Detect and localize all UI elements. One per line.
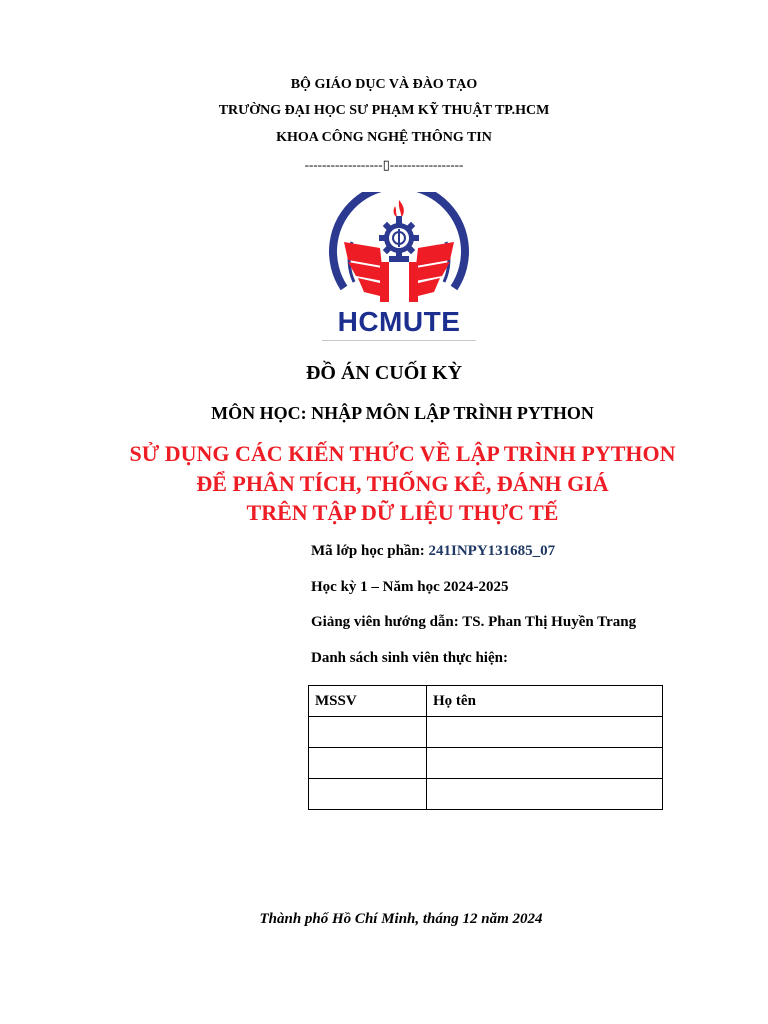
student-list-label: Danh sách sinh viên thực hiện: [311, 650, 508, 666]
topic-line-2: ĐỂ PHÂN TÍCH, THỐNG KÊ, ĐÁNH GIÁ [196, 471, 609, 496]
table-row [309, 779, 663, 810]
logo-text: HCMUTE [337, 306, 461, 337]
table-cell-mssv [309, 779, 427, 810]
table-cell-mssv [309, 717, 427, 748]
table-cell-name [427, 717, 663, 748]
header-mssv: MSSV [309, 686, 427, 717]
class-code-label: Mã lớp học phần: [311, 543, 429, 559]
place-date-footer: Thành phố Hồ Chí Minh, tháng 12 năm 2024 [259, 911, 543, 927]
table-cell-name [427, 748, 663, 779]
table-cell-mssv [309, 748, 427, 779]
students-table [308, 685, 663, 810]
topic-line-1: SỬ DỤNG CÁC KIẾN THỨC VỀ LẬP TRÌNH PYTHON [129, 441, 676, 466]
table-row [309, 717, 663, 748]
project-title: ĐỒ ÁN CUỐI KỲ [305, 362, 463, 384]
logo-underline [322, 340, 476, 341]
header-full-name: Họ tên [427, 686, 663, 717]
class-code-line [311, 541, 555, 561]
subject-title: MÔN HỌC: NHẬP MÔN LẬP TRÌNH PYTHON [211, 403, 594, 423]
table-row [309, 748, 663, 779]
topic-line-3: TRÊN TẬP DỮ LIỆU THỰC TẾ [246, 500, 559, 525]
table-header-row [309, 686, 663, 717]
ministry-heading: BỘ GIÁO DỤC VÀ ĐÀO TẠO [290, 77, 478, 92]
term-line: Học kỳ 1 – Năm học 2024-2025 [311, 579, 509, 595]
faculty-heading: KHOA CÔNG NGHỆ THÔNG TIN [276, 130, 492, 145]
lecturer-line: Giảng viên hướng dẫn: TS. Phan Thị Huyền Trang [311, 614, 637, 630]
header-divider: ------------------▯----------------- [304, 157, 464, 172]
university-heading: TRƯỜNG ĐẠI HỌC SƯ PHẠM KỸ THUẬT TP.HCM [218, 103, 550, 118]
class-code-value: 241INPY131685_07 [428, 543, 556, 559]
table-cell-name [427, 779, 663, 810]
